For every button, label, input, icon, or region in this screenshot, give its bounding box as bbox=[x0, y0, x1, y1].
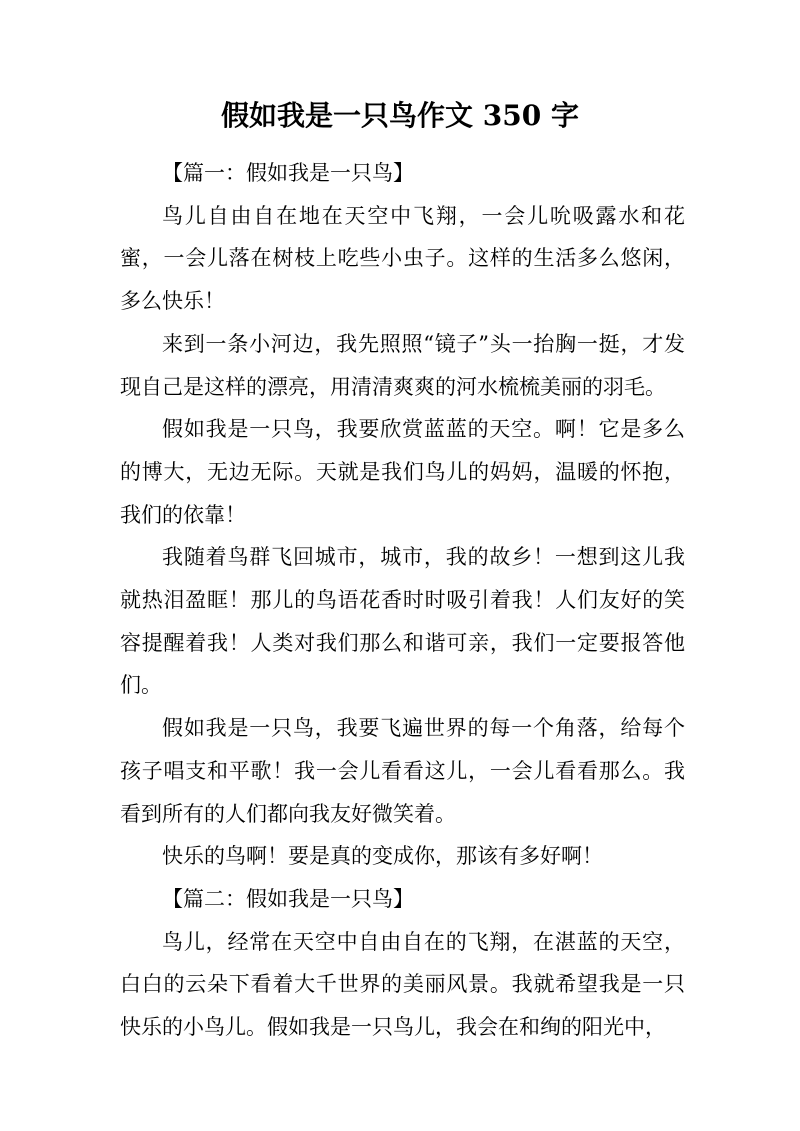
paragraph: 我随着鸟群飞回城市，城市，我的故乡！一想到这儿我就热泪盈眶！那儿的鸟语花香时时吸引着我！人们友好的笑容提醒着我！人类对我们那么和谐可亲，我们一定要报答他们。 bbox=[120, 545, 685, 698]
document-body bbox=[120, 152, 685, 1049]
paragraph: 来到一条小河边，我先照照“镜子”头一抬胸一挺，才发现自己是这样的漂亮，用清清爽爽的河水梳梳美丽的羽毛。 bbox=[120, 331, 685, 399]
paragraph: 快乐的鸟啊！要是真的变成你，那该有多好啊！ bbox=[162, 844, 603, 869]
paragraph: 鸟儿，经常在天空中自由自在的飞翔，在湛蓝的天空，白白的云朵下看着大千世界的美丽风景。我就希望我是一只快乐的小鸟儿。假如我是一只鸟儿，我会在和绚的阳光中， bbox=[120, 929, 685, 1040]
paragraph: 假如我是一只鸟，我要飞遍世界的每一个角落，给每个孩子唱支和平歌！我一会儿看看这儿，一会儿看看那么。我看到所有的人们都向我友好微笑着。 bbox=[120, 716, 685, 826]
document-title: 假如我是一只鸟作文 350 字 bbox=[221, 99, 579, 132]
paragraph: 鸟儿自由自在地在天空中飞翔，一会儿吮吸露水和花蜜，一会儿落在树枝上吃些小虫子。这样的生活多么悠闲，多么快乐！ bbox=[120, 203, 685, 314]
section-heading: 【篇二：假如我是一只鸟】 bbox=[162, 886, 414, 911]
section-heading: 【篇一：假如我是一只鸟】 bbox=[162, 161, 414, 185]
paragraph: 假如我是一只鸟，我要欣赏蓝蓝的天空。啊！它是多么的博大，无边无际。天就是我们鸟儿的妈妈，温暖的怀抱，我们的依靠！ bbox=[120, 417, 685, 527]
